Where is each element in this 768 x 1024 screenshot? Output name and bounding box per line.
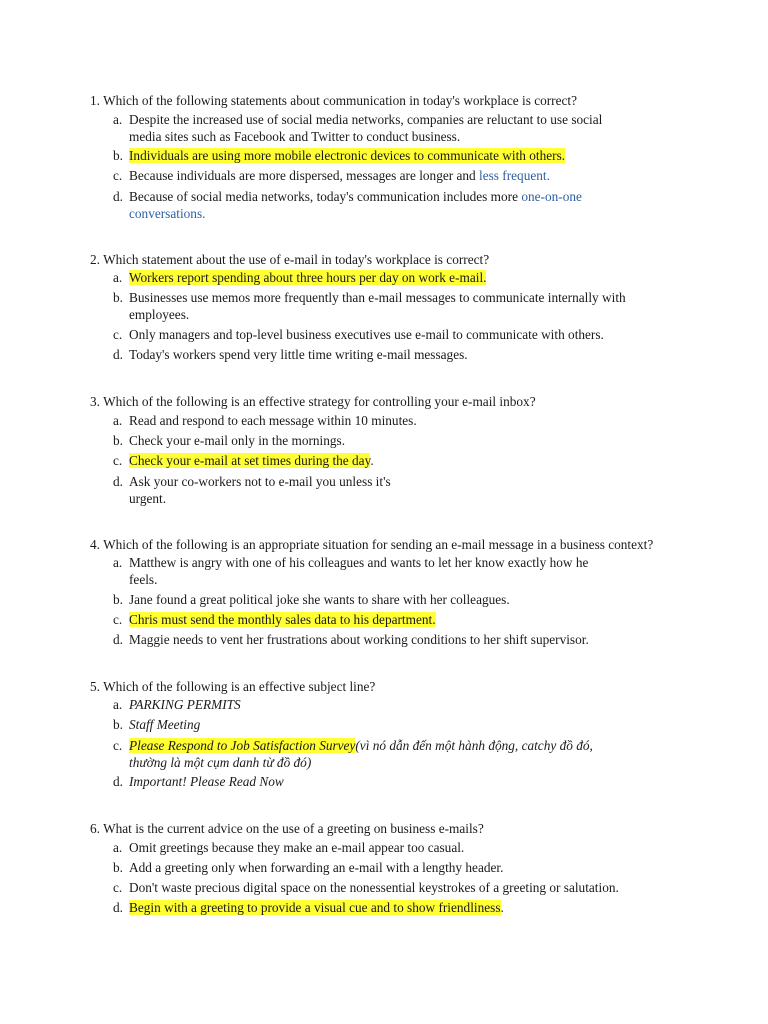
q1-option-c: c. Because individuals are more dispersed, messages are longer and less frequent. <box>113 168 550 183</box>
q3-option-c: c. Check your e-mail at set times during the day. <box>113 453 374 468</box>
q6-option-b: b. Add a greeting only when forwarding an e-mail with a lengthy header. <box>113 860 504 875</box>
q5-option-b: b. Staff Meeting <box>113 717 201 732</box>
q6-option-a: a. Omit greetings because they make an e-mail appear too casual. <box>113 840 465 855</box>
q4-option-a: a. Matthew is angry with one of his colleagues and wants to let her know exactly how he feels. <box>113 555 589 587</box>
q1-option-b: b. Individuals are using more mobile electronic devices to communicate with others. <box>113 148 566 163</box>
question-2: 2. Which statement about the use of e-mail in today's workplace is correct? <box>90 252 490 267</box>
q4-option-b: b. Jane found a great political joke she wants to share with her colleagues. <box>113 592 510 607</box>
question-3: 3. Which of the following is an effective strategy for controlling your e-mail inbox? <box>90 394 536 409</box>
question-1: 1. Which of the following statements about communication in today's workplace is correct? <box>90 93 578 108</box>
q6-option-c: c. Don't waste precious digital space on the nonessential keystrokes of a greeting or salutation. <box>113 880 619 895</box>
question-4: 4. Which of the following is an appropriate situation for sending an e-mail message in a business context? <box>90 537 654 552</box>
q1-option-a: a. Despite the increased use of social media networks, companies are reluctant to use social media sites such as Facebook and Twitter to conduct business. <box>113 112 603 144</box>
question-5: 5. Which of the following is an effective subject line? <box>90 679 376 694</box>
q4-option-c: c. Chris must send the monthly sales data to his department. <box>113 612 436 627</box>
highlighted-answer: Check your e-mail at set times during the day <box>129 453 371 468</box>
highlighted-answer: Please Respond to Job Satisfaction Survey <box>129 738 356 753</box>
q2-option-c: c. Only managers and top-level business executives use e-mail to communicate with others. <box>113 327 604 342</box>
q5-option-c: c. Please Respond to Job Satisfaction Survey(vì nó dẫn đến một hành động, catchy đồ đó, thường là một cụm danh từ đồ đó) <box>113 738 593 770</box>
highlighted-answer: Begin with a greeting to provide a visual cue and to show friendliness <box>129 900 501 915</box>
q6-option-d: d. Begin with a greeting to provide a visual cue and to show friendliness. <box>113 900 504 915</box>
q2-option-b: b. Businesses use memos more frequently than e-mail messages to communicate internally with employees. <box>113 290 626 322</box>
highlighted-answer: Individuals are using more mobile electronic devices to communicate with others. <box>129 148 566 163</box>
q3-option-b: b. Check your e-mail only in the mornings. <box>113 433 346 448</box>
q5-option-a: a. PARKING PERMITS <box>113 697 241 712</box>
q3-option-a: a. Read and respond to each message within 10 minutes. <box>113 413 417 428</box>
question-6: 6. What is the current advice on the use of a greeting on business e-mails? <box>90 821 484 836</box>
highlighted-answer: Chris must send the monthly sales data to his department. <box>129 612 436 627</box>
q2-option-d: d. Today's workers spend very little time writing e-mail messages. <box>113 347 468 362</box>
highlighted-answer: Workers report spending about three hours per day on work e-mail. <box>129 270 487 285</box>
q5-option-d: d. Important! Please Read Now <box>113 774 284 789</box>
q2-option-a: a. Workers report spending about three hours per day on work e-mail. <box>113 270 487 285</box>
q1-option-d: d. Because of social media networks, today's communication includes more one-on-one conversations. <box>113 189 582 221</box>
handwritten-note: (vì nó dẫn đến một hành động, catchy đồ đó, thường là một cụm danh từ đồ đó) <box>129 738 593 770</box>
q3-option-d: d. Ask your co-workers not to e-mail you unless it's urgent. <box>113 474 391 506</box>
q4-option-d: d. Maggie needs to vent her frustrations about working conditions to her shift supervisor. <box>113 632 589 647</box>
